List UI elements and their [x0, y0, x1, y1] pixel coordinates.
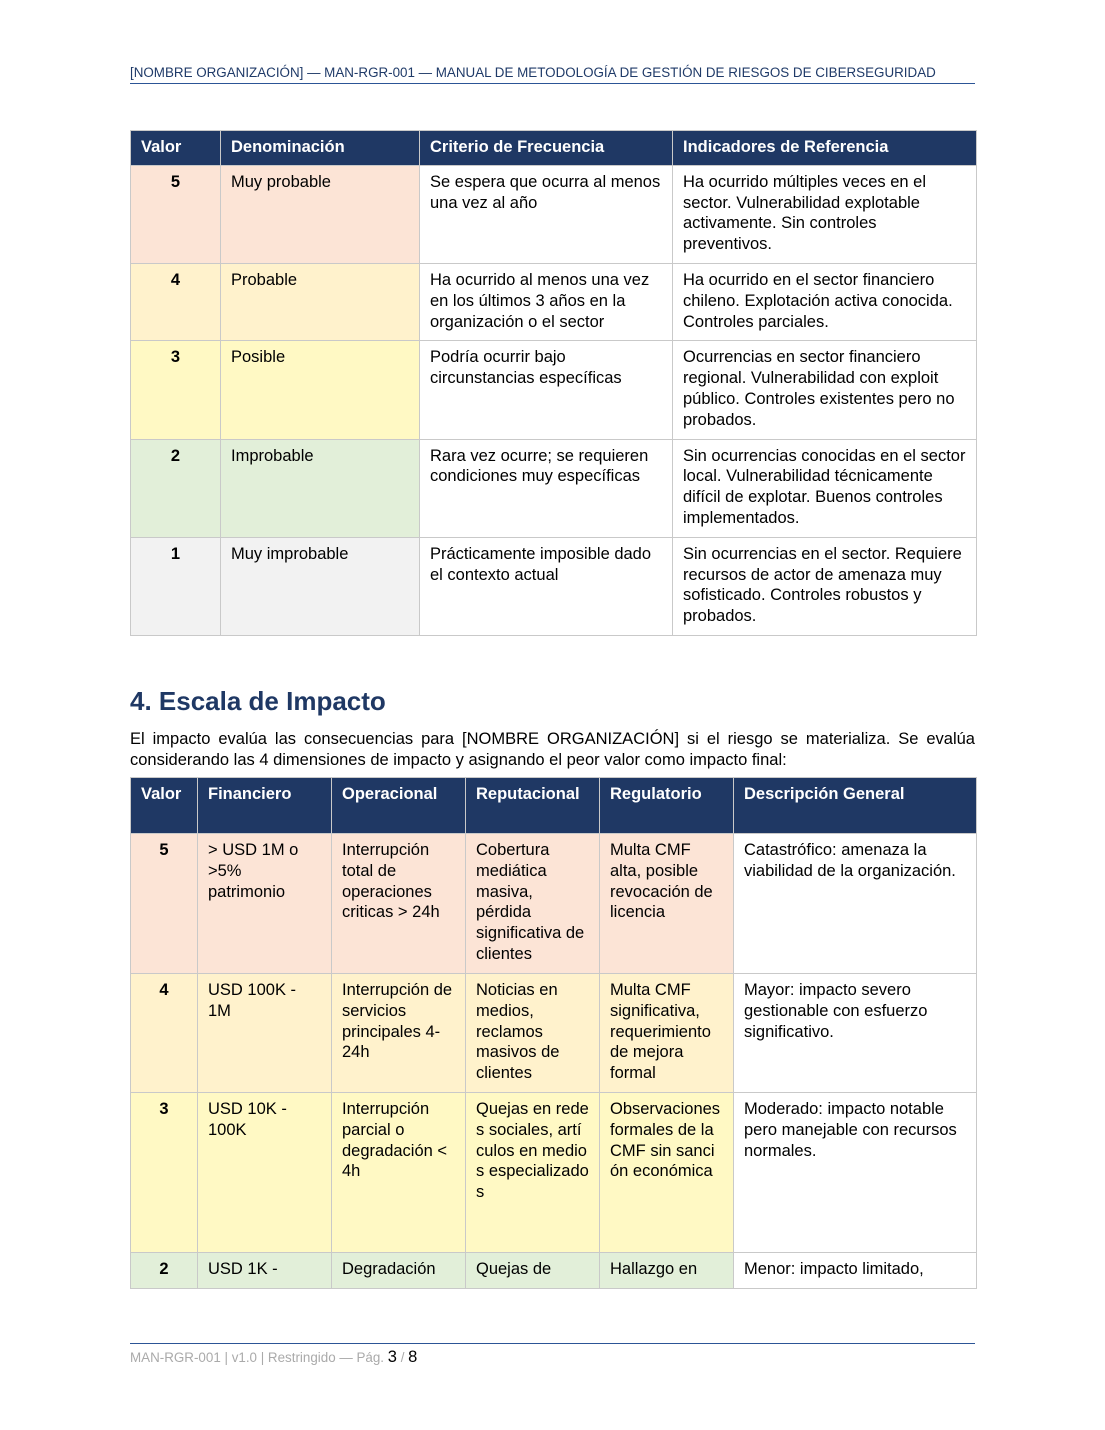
criteria-cell: Prácticamente imposible dado el contexto actual [420, 537, 673, 635]
value-cell: 4 [131, 263, 221, 340]
reputational-cell: Quejas en redes sociales, artículos en medios especializados [466, 1092, 600, 1252]
operational-cell: Interrupción de servicios principales 4-24h [332, 974, 466, 1093]
operational-cell: Degradación [332, 1252, 466, 1288]
reputational-cell: Cobertura mediática masiva, pérdida significativa de clientes [466, 834, 600, 974]
regulatory-cell: Observaciones formales de la CMF sin sanción económica [600, 1092, 734, 1252]
criteria-cell: Podría ocurrir bajo circunstancias específicas [420, 341, 673, 439]
column-header: Descripción General [734, 778, 977, 834]
page-number: 3 [387, 1348, 397, 1366]
table-row [131, 263, 977, 340]
page-header: [NOMBRE ORGANIZACIÓN] — MAN-RGR-001 — MANUAL DE METODOLOGÍA DE GESTIÓN DE RIESGOS DE CIBERSEGURIDAD [130, 64, 975, 84]
page-total: 8 [408, 1348, 418, 1366]
column-header: Valor [131, 778, 198, 834]
indicators-cell: Sin ocurrencias en el sector. Requiere recursos de actor de amenaza muy sofisticado. Controles robustos y probados. [673, 537, 977, 635]
table-row [131, 834, 977, 974]
operational-cell: Interrupción parcial o degradación < 4h [332, 1092, 466, 1252]
denomination-cell: Muy probable [221, 165, 420, 263]
impact-scale-table [130, 777, 977, 1289]
probability-scale-table [130, 130, 977, 636]
value-cell: 3 [131, 1092, 198, 1252]
denomination-cell: Muy improbable [221, 537, 420, 635]
page-footer [130, 1347, 417, 1368]
indicators-cell: Ha ocurrido múltiples veces en el sector. Vulnerabilidad explotable activamente. Sin controles preventivos. [673, 165, 977, 263]
column-header: Denominación [221, 131, 420, 166]
footer-divider [130, 1343, 975, 1344]
denomination-cell: Improbable [221, 439, 420, 537]
denomination-cell: Probable [221, 263, 420, 340]
table-header-row [131, 778, 977, 834]
value-cell: 5 [131, 834, 198, 974]
denomination-cell: Posible [221, 341, 420, 439]
regulatory-cell: Hallazgo en [600, 1252, 734, 1288]
column-header: Reputacional [466, 778, 600, 834]
description-cell: Menor: impacto limitado, [734, 1252, 977, 1288]
table-row [131, 974, 977, 1093]
criteria-cell: Rara vez ocurre; se requieren condiciones muy específicas [420, 439, 673, 537]
table-row [131, 165, 977, 263]
value-cell: 2 [131, 1252, 198, 1288]
description-cell: Catastrófico: amenaza la viabilidad de la organización. [734, 834, 977, 974]
table-row [131, 439, 977, 537]
indicators-cell: Sin ocurrencias conocidas en el sector local. Vulnerabilidad técnicamente difícil de explotar. Buenos controles implementados. [673, 439, 977, 537]
description-cell: Moderado: impacto notable pero manejable con recursos normales. [734, 1092, 977, 1252]
column-header: Financiero [198, 778, 332, 834]
operational-cell: Interrupción total de operaciones criticas > 24h [332, 834, 466, 974]
financial-cell: USD 10K - 100K [198, 1092, 332, 1252]
table-row [131, 1092, 977, 1252]
value-cell: 3 [131, 341, 221, 439]
section-title: 4. Escala de Impacto [130, 686, 386, 716]
indicators-cell: Ocurrencias en sector financiero regional. Vulnerabilidad con exploit público. Controles existentes pero no probados. [673, 341, 977, 439]
table-row [131, 341, 977, 439]
value-cell: 5 [131, 165, 221, 263]
column-header: Operacional [332, 778, 466, 834]
financial-cell: USD 100K - 1M [198, 974, 332, 1093]
regulatory-cell: Multa CMF significativa, requerimiento de mejora formal [600, 974, 734, 1093]
table-row [131, 537, 977, 635]
value-cell: 2 [131, 439, 221, 537]
footer-text: MAN-RGR-001 | v1.0 | Restringido — Pág. [130, 1350, 385, 1365]
regulatory-cell: Multa CMF alta, posible revocación de licencia [600, 834, 734, 974]
value-cell: 4 [131, 974, 198, 1093]
column-header: Criterio de Frecuencia [420, 131, 673, 166]
column-header: Regulatorio [600, 778, 734, 834]
financial-cell: USD 1K - [198, 1252, 332, 1288]
column-header: Valor [131, 131, 221, 166]
table-header-row [131, 131, 977, 166]
section-intro: El impacto evalúa las consecuencias para [NOMBRE ORGANIZACIÓN] si el riesgo se materializa. Se evalúa considerando las 4 dimensiones de impacto y asignando el peor valor como impacto final: [130, 730, 975, 769]
financial-cell: > USD 1M o >5% patrimonio [198, 834, 332, 974]
description-cell: Mayor: impacto severo gestionable con esfuerzo significativo. [734, 974, 977, 1093]
indicators-cell: Ha ocurrido en el sector financiero chileno. Explotación activa conocida. Controles parciales. [673, 263, 977, 340]
reputational-cell: Noticias en medios, reclamos masivos de clientes [466, 974, 600, 1093]
criteria-cell: Ha ocurrido al menos una vez en los últimos 3 años en la organización o el sector [420, 263, 673, 340]
criteria-cell: Se espera que ocurra al menos una vez al año [420, 165, 673, 263]
page-separator: / [400, 1350, 405, 1365]
column-header: Indicadores de Referencia [673, 131, 977, 166]
value-cell: 1 [131, 537, 221, 635]
table-row [131, 1252, 977, 1288]
reputational-cell: Quejas de [466, 1252, 600, 1288]
